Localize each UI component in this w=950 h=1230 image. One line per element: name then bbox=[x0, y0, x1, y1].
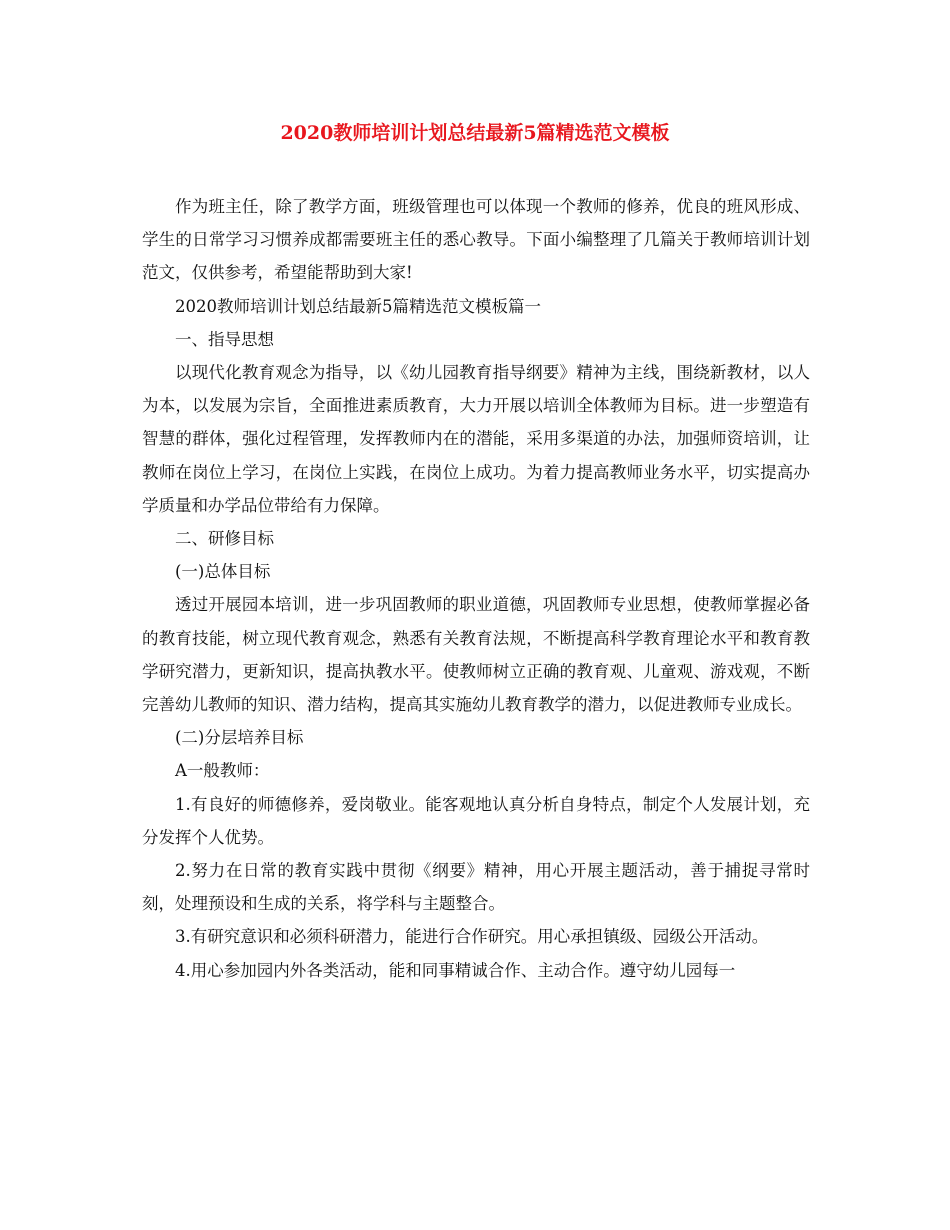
subheading-general-teachers: A一般教师： bbox=[175, 761, 270, 781]
list-item: 2.努力在日常的教育实践中贯彻《纲要》精神，用心开展主题活动，善于捕捉寻常时刻，处理预设和生成的关系，将学科与主题整合。 bbox=[142, 861, 810, 914]
document-title: 2020教师培训计划总结最新5篇精选范文模板 bbox=[280, 122, 670, 144]
section-heading-part-one: 2020教师培训计划总结最新5篇精选范文模板篇一 bbox=[175, 296, 541, 316]
list-item: 3.有研究意识和必须科研潜力，能进行合作研究。用心承担镇级、园级公开活动。 bbox=[175, 927, 769, 947]
intro-paragraph: 作为班主任，除了教学方面，班级管理也可以体现一个教师的修养，优良的班风形成、学生的日常学习习惯养成都需要班主任的悉心教导。下面小编整理了几篇关于教师培训计划范文，仅供参考，希望能帮助到大家! bbox=[142, 197, 810, 283]
list-item: 4.用心参加园内外各类活动，能和同事精诚合作、主动合作。遵守幼儿园每一 bbox=[175, 960, 736, 980]
paragraph-guiding-thought: 以现代化教育观念为指导，以《幼儿园教育指导纲要》精神为主线，围绕新教材，以人为本，以发展为宗旨，全面推进素质教育，大力开展以培训全体教师为目标。进一步塑造有智慧的群体，强化过程管理，发挥教师内在的潜能，采用多渠道的办法，加强师资培训，让教师在岗位上学习，在岗位上实践，在岗位上成功。为着力提高教师业务水平，切实提高办学质量和办学品位带给有力保障。 bbox=[142, 363, 810, 515]
heading-guiding-thought: 一、指导思想 bbox=[175, 329, 274, 349]
document-body bbox=[142, 190, 810, 987]
subheading-overall-goals: (一)总体目标 bbox=[175, 562, 271, 582]
heading-training-goals: 二、研修目标 bbox=[175, 529, 274, 549]
list-item: 1.有良好的师德修养，爱岗敬业。能客观地认真分析自身特点，制定个人发展计划，充分发挥个人优势。 bbox=[142, 794, 810, 847]
paragraph-overall-goals: 透过开展园本培训，进一步巩固教师的职业道德，巩固教师专业思想，使教师掌握必备的教育技能，树立现代教育观念，熟悉有关教育法规，不断提高科学教育理论水平和教育教学研究潜力，更新知识，提高执教水平。使教师树立正确的教育观、儿童观、游戏观，不断完善幼儿教师的知识、潜力结构，提高其实施幼儿教育教学的潜力，以促进教师专业成长。 bbox=[142, 595, 810, 715]
subheading-tiered-goals: (二)分层培养目标 bbox=[175, 728, 304, 748]
